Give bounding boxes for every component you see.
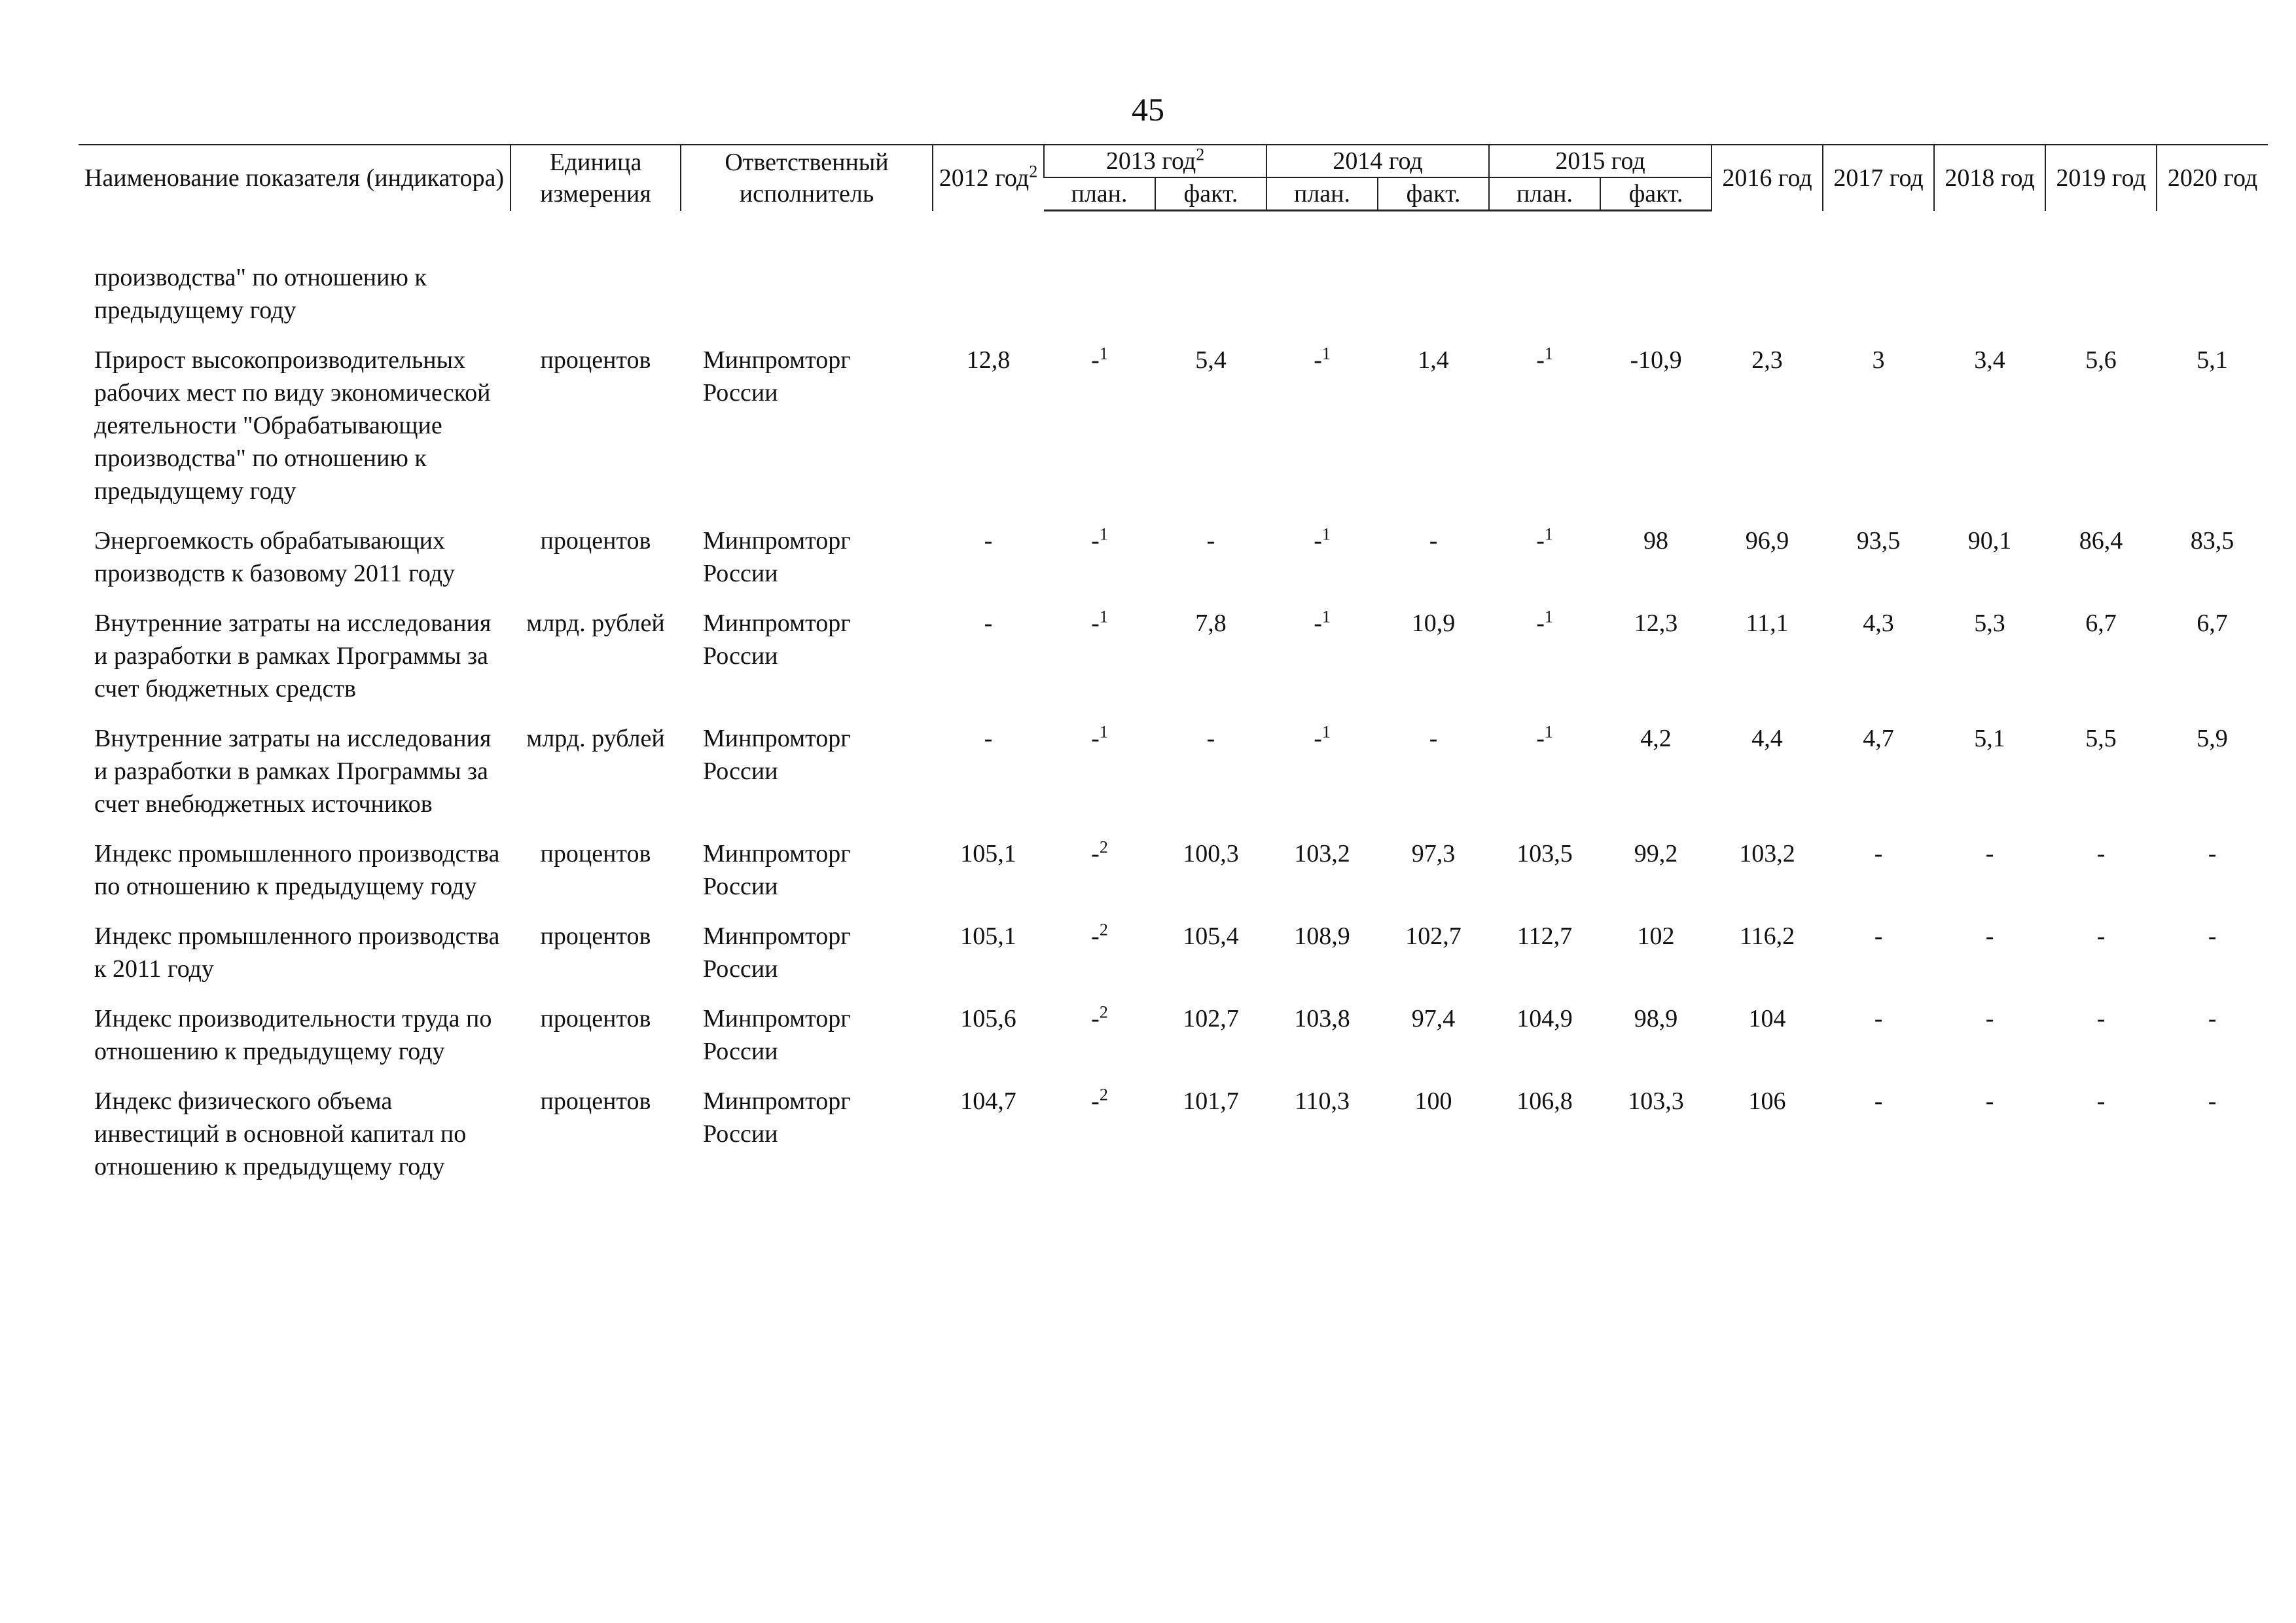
value-2020: - (2208, 1087, 2217, 1115)
table-row (79, 515, 2268, 598)
value-2017: - (1874, 922, 1883, 950)
indicator-table (79, 144, 2268, 1191)
value-2014-plan-text: 110,3 (1294, 1087, 1350, 1115)
value-2014-plan-text: 103,8 (1294, 1005, 1350, 1032)
value-2016 (1712, 252, 1823, 335)
unit-cell: процентов (540, 527, 651, 555)
value-2014-plan-text: - (1314, 527, 1322, 555)
value-2014-plan (1266, 598, 1378, 713)
value-2013-plan-text: - (1091, 922, 1100, 950)
value-2013-fact: 100,3 (1183, 840, 1239, 867)
value-2013-fact (1155, 252, 1266, 335)
executor-cell: Минпромторг России (703, 922, 851, 983)
footnote-mark: 1 (1544, 344, 1553, 363)
footnote-mark: 1 (1321, 344, 1331, 363)
value-2012: - (984, 610, 993, 637)
executor-cell: Минпромторг России (703, 840, 851, 900)
value-2017 (1823, 252, 1934, 335)
value-2012: 105,1 (960, 840, 1016, 867)
value-2016: 104 (1748, 1005, 1786, 1032)
value-2018: 3,4 (1974, 346, 2005, 374)
value-2015-plan (1489, 911, 1600, 993)
executor-cell: Минпромторг России (703, 1005, 851, 1065)
indicator-name: Индекс промышленного производства к 2011 году (94, 922, 500, 983)
table-row (79, 993, 2268, 1076)
indicator-name: Прирост высокопроизводительных рабочих мест по виду экономической деятельности "Обрабатывающие производства" по отношению к предыдущему году (94, 346, 491, 505)
value-2017: 4,3 (1863, 610, 1894, 637)
value-2013-plan-text: - (1091, 1087, 1100, 1115)
header-name: Наименование показателя (индикатора) (79, 145, 511, 211)
value-2020: - (2208, 840, 2217, 867)
unit-cell: млрд. рублей (526, 610, 665, 637)
value-2014-plan (1266, 252, 1378, 335)
value-2015-plan (1489, 515, 1600, 598)
value-2019 (2045, 252, 2157, 335)
unit-cell: процентов (540, 346, 651, 374)
table-row (79, 713, 2268, 828)
header-2016: 2016 год (1712, 145, 1823, 211)
value-2013-fact: - (1206, 725, 1215, 752)
value-2019: - (2096, 1087, 2106, 1115)
footnote-mark: 1 (1321, 607, 1331, 627)
spacer-cell (79, 211, 2268, 253)
value-2012: 105,6 (960, 1005, 1016, 1032)
value-2016: 103,2 (1739, 840, 1795, 867)
value-2015-fact: 98,9 (1634, 1005, 1678, 1032)
header-2013-fact: факт. (1155, 177, 1266, 211)
value-2013-fact: 105,4 (1183, 922, 1239, 950)
header-2012 (933, 145, 1044, 211)
header-2014-plan: план. (1266, 177, 1378, 211)
value-2015-plan-text: 112,7 (1516, 922, 1573, 950)
value-2012: - (984, 725, 993, 752)
value-2020: 83,5 (2190, 527, 2234, 555)
value-2019: 5,5 (2085, 725, 2117, 752)
header-2013-plan: план. (1044, 177, 1155, 211)
value-2015-fact: 4,2 (1640, 725, 1672, 752)
value-2018: 90,1 (1967, 527, 2012, 555)
value-2018 (1934, 252, 2045, 335)
indicator-name: Внутренние затраты на исследования и разработки в рамках Программы за счет бюджетных средств (94, 610, 492, 702)
value-2017: 3 (1872, 346, 1885, 374)
value-2018: 5,3 (1974, 610, 2005, 637)
value-2017: 4,7 (1863, 725, 1894, 752)
value-2012: 104,7 (960, 1087, 1016, 1115)
value-2018: - (1985, 1087, 1994, 1115)
footnote-mark: 2 (1099, 837, 1108, 857)
footnote-mark: 1 (1544, 524, 1553, 544)
header-2013-footnote: 2 (1196, 145, 1205, 164)
value-2013-fact: 102,7 (1183, 1005, 1239, 1032)
value-2015-fact: 102 (1637, 922, 1675, 950)
unit-cell: процентов (540, 840, 651, 867)
executor-cell: Минпромторг России (703, 1087, 851, 1148)
footnote-mark: 2 (1099, 920, 1108, 939)
value-2014-plan-text: - (1314, 610, 1322, 637)
value-2020: - (2208, 922, 2217, 950)
value-2016: 2,3 (1751, 346, 1783, 374)
value-2017: 93,5 (1856, 527, 1901, 555)
value-2019: 6,7 (2085, 610, 2117, 637)
value-2015-plan (1489, 713, 1600, 828)
value-2014-fact: 100 (1414, 1087, 1452, 1115)
table-row (79, 335, 2268, 515)
value-2013-plan (1044, 515, 1155, 598)
value-2015-fact: 12,3 (1634, 610, 1678, 637)
value-2014-plan (1266, 1076, 1378, 1191)
value-2015-plan-text: - (1536, 610, 1545, 637)
header-2019: 2019 год (2045, 145, 2157, 211)
header-2012-footnote: 2 (1029, 162, 1038, 181)
unit-cell: процентов (540, 1005, 651, 1032)
value-2017: - (1874, 1087, 1883, 1115)
executor-cell: Минпромторг России (703, 527, 851, 587)
value-2013-plan (1044, 252, 1155, 335)
value-2013-plan (1044, 828, 1155, 911)
value-2013-plan-text: - (1091, 346, 1100, 374)
value-2020: 6,7 (2197, 610, 2228, 637)
header-2014: 2014 год (1266, 145, 1489, 177)
value-2014-plan (1266, 828, 1378, 911)
footnote-mark: 1 (1099, 344, 1108, 363)
value-2014-plan-text: - (1314, 725, 1322, 752)
header-2018: 2018 год (1934, 145, 2045, 211)
value-2015-plan (1489, 1076, 1600, 1191)
value-2016: 96,9 (1745, 527, 1789, 555)
executor-cell: Минпромторг России (703, 610, 851, 670)
value-2015-plan-text: 104,9 (1516, 1005, 1573, 1032)
value-2014-plan (1266, 993, 1378, 1076)
value-2013-fact: - (1206, 527, 1215, 555)
table-row (79, 598, 2268, 713)
value-2020: - (2208, 1005, 2217, 1032)
header-2017: 2017 год (1823, 145, 1934, 211)
indicator-name: производства" по отношению к предыдущему году (94, 264, 427, 324)
value-2016: 11,1 (1746, 610, 1789, 637)
value-2013-plan-text: - (1091, 610, 1100, 637)
value-2017: - (1874, 1005, 1883, 1032)
indicator-name: Индекс физического объема инвестиций в основной капитал по отношению к предыдущему году (94, 1087, 467, 1180)
value-2014-fact: 1,4 (1418, 346, 1449, 374)
value-2015-plan-text: - (1536, 346, 1545, 374)
value-2015-plan-text: - (1536, 725, 1545, 752)
footnote-mark: 1 (1321, 722, 1331, 742)
table-header (79, 145, 2268, 211)
value-2013-plan-text: - (1091, 725, 1100, 752)
value-2014-fact: - (1429, 725, 1438, 752)
value-2019: - (2096, 922, 2106, 950)
table-row (79, 1076, 2268, 1191)
value-2015-fact: 103,3 (1628, 1087, 1684, 1115)
footnote-mark: 1 (1099, 524, 1108, 544)
value-2015-fact (1600, 252, 1712, 335)
value-2013-fact: 5,4 (1195, 346, 1227, 374)
value-2014-plan-text: 108,9 (1294, 922, 1350, 950)
value-2012: 105,1 (960, 922, 1016, 950)
header-2015-plan: план. (1489, 177, 1600, 211)
value-2019: 5,6 (2085, 346, 2117, 374)
unit-cell: процентов (540, 1087, 651, 1115)
header-2020: 2020 год (2157, 145, 2268, 211)
value-2013-plan (1044, 598, 1155, 713)
value-2015-plan (1489, 335, 1600, 515)
footnote-mark: 1 (1544, 607, 1553, 627)
value-2014-plan-text: 103,2 (1294, 840, 1350, 867)
value-2012: 12,8 (966, 346, 1011, 374)
value-2014-fact: 97,3 (1411, 840, 1456, 867)
executor-cell (681, 252, 933, 335)
header-spacer (79, 211, 2268, 253)
indicator-name: Индекс производительности труда по отношению к предыдущему году (94, 1005, 492, 1065)
footnote-mark: 1 (1099, 722, 1108, 742)
value-2016: 106 (1748, 1087, 1786, 1115)
value-2020: 5,9 (2197, 725, 2228, 752)
header-2015-fact: факт. (1600, 177, 1712, 211)
value-2014-fact: 102,7 (1405, 922, 1462, 950)
value-2015-fact: 99,2 (1634, 840, 1678, 867)
value-2014-fact: 10,9 (1411, 610, 1456, 637)
indicator-name: Индекс промышленного производства по отношению к предыдущему году (94, 840, 500, 900)
value-2016: 4,4 (1751, 725, 1783, 752)
header-unit: Единица измерения (511, 145, 681, 211)
value-2014-plan (1266, 335, 1378, 515)
header-row (79, 145, 2268, 177)
value-2020: 5,1 (2197, 346, 2228, 374)
value-2014-plan-text: - (1314, 346, 1322, 374)
footnote-mark: 1 (1321, 524, 1331, 544)
value-2013-fact: 101,7 (1183, 1087, 1239, 1115)
value-2015-plan (1489, 828, 1600, 911)
table-row (79, 911, 2268, 993)
value-2013-plan-text: - (1091, 1005, 1100, 1032)
value-2015-plan-text: 103,5 (1516, 840, 1573, 867)
footnote-mark: 1 (1099, 607, 1108, 627)
footnote-mark: 2 (1099, 1085, 1108, 1104)
value-2020 (2157, 252, 2268, 335)
value-2014-fact: 97,4 (1411, 1005, 1456, 1032)
value-2015-plan (1489, 598, 1600, 713)
table-row (79, 252, 2268, 335)
value-2014-fact (1378, 252, 1489, 335)
value-2019: - (2096, 840, 2106, 867)
value-2019: 86,4 (2079, 527, 2123, 555)
value-2015-fact: 98 (1643, 527, 1669, 555)
value-2013-plan (1044, 911, 1155, 993)
value-2013-plan (1044, 335, 1155, 515)
value-2014-plan (1266, 911, 1378, 993)
value-2015-plan-text: - (1536, 527, 1545, 555)
value-2012: - (984, 527, 993, 555)
value-2013-plan (1044, 1076, 1155, 1191)
value-2017: - (1874, 840, 1883, 867)
page-number: 45 (1132, 91, 1164, 128)
value-2013-plan (1044, 713, 1155, 828)
footnote-mark: 1 (1544, 722, 1553, 742)
value-2015-plan-text: 106,8 (1516, 1087, 1573, 1115)
footnote-mark: 2 (1099, 1002, 1108, 1022)
indicator-name: Энергоемкость обрабатывающих производств к базовому 2011 году (94, 527, 455, 587)
value-2018: 5,1 (1974, 725, 2005, 752)
value-2012 (933, 252, 1044, 335)
value-2018: - (1985, 840, 1994, 867)
value-2015-fact: -10,9 (1630, 346, 1682, 374)
value-2013-fact: 7,8 (1195, 610, 1227, 637)
header-2015: 2015 год (1489, 145, 1712, 177)
header-executor: Ответственный исполнитель (681, 145, 933, 211)
executor-cell: Минпромторг России (703, 346, 851, 407)
unit-cell (511, 252, 681, 335)
indicator-name: Внутренние затраты на исследования и разработки в рамках Программы за счет внебюджетных источников (94, 725, 492, 818)
table-body (79, 211, 2268, 1192)
value-2014-fact: - (1429, 527, 1438, 555)
table-row (79, 828, 2268, 911)
value-2014-plan (1266, 515, 1378, 598)
value-2013-plan-text: - (1091, 527, 1100, 555)
value-2019: - (2096, 1005, 2106, 1032)
unit-cell: процентов (540, 922, 651, 950)
value-2016: 116,2 (1740, 922, 1795, 950)
value-2014-plan (1266, 713, 1378, 828)
value-2015-plan (1489, 252, 1600, 335)
value-2015-plan (1489, 993, 1600, 1076)
value-2013-plan-text: - (1091, 840, 1100, 867)
value-2018: - (1985, 1005, 1994, 1032)
value-2013-plan (1044, 993, 1155, 1076)
header-2013 (1044, 145, 1266, 177)
header-2014-fact: факт. (1378, 177, 1489, 211)
executor-cell: Минпромторг России (703, 725, 851, 785)
value-2018: - (1985, 922, 1994, 950)
unit-cell: млрд. рублей (526, 725, 665, 752)
header-2012-label: 2012 год (939, 164, 1030, 192)
header-2013-label: 2013 год (1105, 147, 1196, 175)
